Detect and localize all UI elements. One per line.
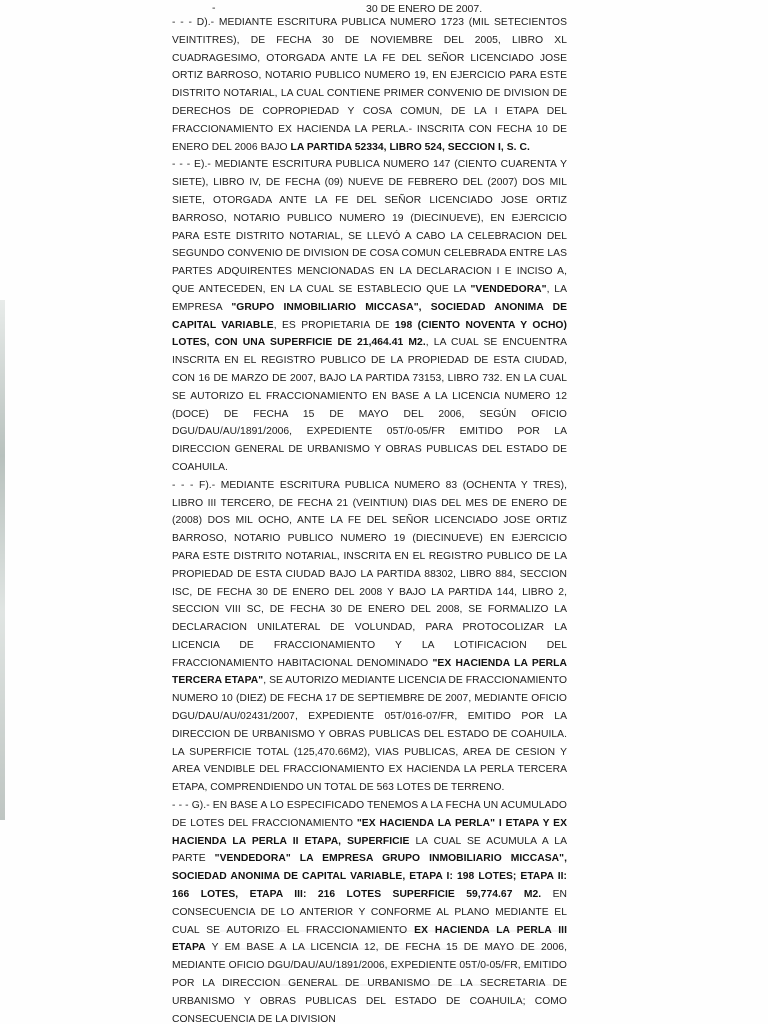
paragraph-f-text-2: , SE AUTORIZO MEDIANTE LICENCIA DE FRACCIONAMIENTO NUMERO 10 (DIEZ) DE FECHA 17 DE SEPTIEMBRE DE 2007, MEDIANTE OFICIO DGU/DAU/AU/02431/2007, EXPEDIENTE 05T/016-07/FR, EMITIDO POR LA DIRECCION DE URBANISMO Y OBRAS PUBLICAS DEL ESTADO DE COAHUILA. LA SUPERFICIE TOTAL (125,470.66M2), VIAS PUBLICAS, AREA DE CESION Y AREA VENDIBLE DEL FRACCIONAMIENTO EX HACIENDA LA PERLA TERCERA ETAPA, COMPRENDIENDO UN TOTAL DE 563 LOTES DE TERRENO. xyxy=(172,675,568,794)
paragraph-f-text-1: - - - F).- MEDIANTE ESCRITURA PUBLICA NUMERO 83 (OCHENTA Y TRES), LIBRO III TERCERO, DE FECHA 21 (VEINTIUN) DIAS DEL MES DE ENERO DE (2008) DOS MIL OCHO, ANTE LA FE DEL SEÑOR LICENCIADO JOSE ORTIZ BARROSO, NOTARIO PUBLICO NUMERO 19 (DIECINUEVE) EN EJERCICIO PARA ESTE DISTRITO NOTARIAL, INSCRITA EN EL REGISTRO PUBLICO DE LA PROPIEDAD DE ESTA CIUDAD BAJO LA PARTIDA 88302, LIBRO 884, SECCION ISC, DE FECHA 30 DE ENERO DEL 2008 Y BAJO LA PARTIDA 144, LIBRO 2, SECCION VIII SC, DE FECHA 30 DE ENERO DEL 2008, SE FORMALIZO LA DECLARACION UNILATERAL DE VOLUNDAD, PARA PROTOCOLIZAR LA LICENCIA DE FRACCIONAMIENTO Y LA LOTIFICACION DEL FRACCIONAMIENTO HABITACIONAL DENOMINADO xyxy=(172,479,567,669)
paragraph-g-text-2: LA CUAL SE ACUMULA A LA PARTE xyxy=(172,835,567,865)
paragraph-g-bold-2: "VENDEDORA" LA EMPRESA GRUPO INMOBILIARIO MICCASA", SOCIEDAD ANONIMA DE CAPITAL VARIABLE, ETAPA I: 198 LOTES; ETAPA II: 166 LOTES, ETAPA III: 216 LOTES SUPERFICIE 59,774.67 M2. xyxy=(172,853,567,901)
header-dash: - xyxy=(212,2,216,14)
paragraph-e-text-4: , LA CUAL SE ENCUENTRA INSCRITA EN EL REGISTRO PUBLICO DE LA PROPIEDAD DE ESTA CIUDAD, CON 16 DE MARZO DE 2007, BAJO LA PARTIDA 73153, LIBRO 732. EN LA CUAL SE AUTORIZO EL FRACCIONAMIENTO EN BASE A LA LICENCIA NUMERO 12 (DOCE) DE FECHA 15 DE MAYO DEL 2006, SEGÚN OFICIO DGU/DAU/AU/1891/2006, EXPEDIENTE 05T/0-05/FR EMITIDO POR LA DIRECCION GENERAL DE URBANISMO Y OBRAS PUBLICAS DEL ESTADO DE COAHUILA. xyxy=(172,337,567,473)
document-body xyxy=(172,14,567,1024)
paragraph-d xyxy=(172,14,567,156)
paragraph-e-text-3: , ES PROPIETARIA DE xyxy=(273,319,390,331)
paragraph-g-text-3: EN CONSECUENCIA DE LO ANTERIOR Y CONFORME AL PLANO MEDIANTE EL CUAL SE AUTORIZO EL FRACCIONAMIENTO xyxy=(172,889,567,936)
paragraph-g-text-4: Y EM BASE A LA LICENCIA 12, DE FECHA 15 DE MAYO DE 2006, MEDIANTE OFICIO DGU/DAU/AU/1891/2006, EXPEDIENTE 05T/0-05/FR, EMITIDO POR LA DIRECCION GENERAL DE URBANISMO DE LA SECRETARIA DE URBANISMO Y OBRAS PUBLICAS DEL ESTADO DE COAHUILA; COMO CONSECUENCIA DE LA DIVISION xyxy=(172,942,567,1024)
paragraph-e-text-1: - - - E).- MEDIANTE ESCRITURA PUBLICA NUMERO 147 (CIENTO CUARENTA Y SIETE), LIBRO IV, DE FECHA (09) NUEVE DE FEBRERO DEL (2007) DOS MIL SIETE, OTORGADA ANTE LA FE DEL SEÑOR LICENCIADO JOSE ORTIZ BARROSO, NOTARIO PUBLICO NUMERO 19 (DIECINUEVE), EN EJERCICIO PARA ESTE DISTRITO NOTARIAL, SE LLEVÓ A CABO LA CELEBRACION DEL SEGUNDO CONVENIO DE DIVISION DE COSA COMUN CELEBRADA ENTRE LAS PARTES ADQUIRENTES MENCIONADAS EN LA DECLARACION I E INCISO A, QUE ANTECEDEN, EN LA CUAL SE ESTABLECIO QUE LA xyxy=(172,159,567,295)
paragraph-g-text-1: - - - G).- EN BASE A LO ESPECIFICADO TENEMOS A LA FECHA UN ACUMULADO DE LOTES DEL FRACCIONAMIENTO xyxy=(172,800,567,829)
paragraph-d-text: - - - D).- MEDIANTE ESCRITURA PUBLICA NUMERO 1723 (MIL SETECIENTOS VEINTITRES), DE FECHA 30 DE NOVIEMBRE DEL 2005, LIBRO XL CUADRAGESIMO, OTORGADA ANTE LA FE DEL SEÑOR LICENCIADO JOSE ORTIZ BARROSO, NOTARIO PUBLICO NUMERO 19, EN EJERCICIO PARA ESTE DISTRITO NOTARIAL, LA CUAL CONTIENE PRIMER CONVENIO DE DIVISION DE DERECHOS DE COPROPIEDAD Y COSA COMUN, DE LA I ETAPA DEL FRACCIONAMIENTO EX HACIENDA LA PERLA.- INSCRITA CON FECHA 10 DE ENERO DEL 2006 BAJO xyxy=(172,17,567,153)
paragraph-e-bold-2: "GRUPO INMOBILIARIO MICCASA", SOCIEDAD ANONIMA DE CAPITAL VARIABLE xyxy=(172,301,567,331)
paragraph-f xyxy=(172,477,567,797)
header-date: 30 DE ENERO DE 2007. xyxy=(366,3,483,15)
paragraph-e-text-2: , LA EMPRESA xyxy=(172,283,567,313)
paragraph-e xyxy=(172,156,567,476)
paragraph-f-bold-1: "EX HACIENDA LA PERLA TERCERA ETAPA" xyxy=(172,657,567,687)
scan-edge-shadow xyxy=(0,300,5,820)
paragraph-g-bold-1: "EX HACIENDA LA PERLA" I ETAPA Y EX HACIENDA LA PERLA II ETAPA, SUPERFICIE xyxy=(172,817,567,847)
paragraph-g-bold-3: EX HACIENDA LA PERLA III ETAPA xyxy=(172,924,567,954)
paragraph-e-bold-3: 198 (CIENTO NOVENTA Y OCHO) LOTES, CON UNA SUPERFICIE DE 21,464.41 M2. xyxy=(172,319,567,349)
paragraph-d-bold: LA PARTIDA 52334, LIBRO 524, SECCION I, S. C. xyxy=(290,141,530,153)
bleed-through-text xyxy=(220,930,560,990)
paragraph-e-bold-1: "VENDEDORA" xyxy=(470,283,547,295)
